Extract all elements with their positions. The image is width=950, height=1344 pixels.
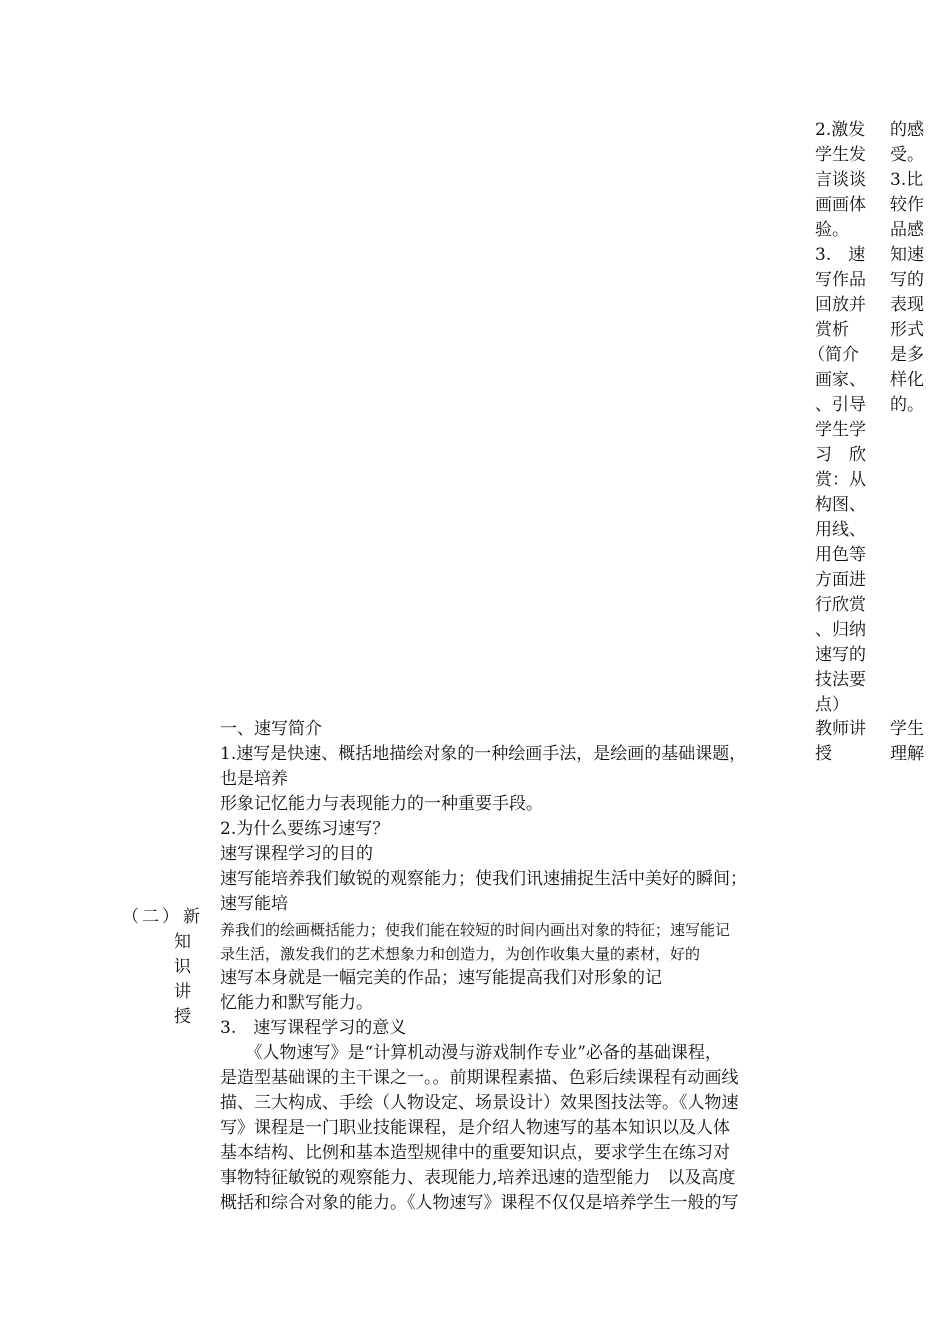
teacher-line: 2.激发	[815, 120, 866, 140]
teacher-line: 赏析	[815, 320, 849, 340]
teacher-line: 方面进	[815, 570, 866, 590]
paragraph-line: 描、三大构成、手绘（人物设定、场景设计）效果图技法等。《人物速	[220, 1093, 739, 1113]
paragraph-line: 《人物速写》是“计算机动漫与游戏制作专业”必备的基础课程，	[220, 1043, 722, 1063]
student-method-line: 理解	[890, 744, 924, 764]
student-line: 受。	[890, 145, 924, 165]
student-line: 较作	[890, 195, 924, 215]
text-line: 忆能力和默写能力。	[220, 993, 373, 1013]
teacher-method-line: 教师讲	[815, 719, 866, 739]
text-line-small: 养我们的绘画概括能力；使我们能在较短的时间内画出对象的特征；速写能记	[220, 921, 731, 939]
student-line: 知速	[890, 245, 924, 265]
student-line: 表现	[890, 295, 924, 315]
teacher-line: 验。	[815, 220, 849, 240]
teacher-line: 画画体	[815, 195, 866, 215]
text-line: 形象记忆能力与表现能力的一种重要手段。	[220, 794, 543, 814]
teacher-line: 用线、	[815, 520, 866, 540]
teacher-line: 点）	[815, 695, 849, 715]
section-char: 新	[183, 907, 200, 927]
teacher-line: （简介	[808, 345, 859, 365]
text-line: 2.为什么要练习速写？	[220, 819, 390, 839]
heading: 一、速写简介	[220, 719, 322, 739]
student-line: 的感	[890, 120, 924, 140]
subheading: 3. 速写课程学习的意义	[220, 1018, 407, 1038]
teacher-line: 学生发	[815, 145, 866, 165]
teacher-line: 赏：从	[815, 470, 866, 490]
teacher-line: 言谈谈	[815, 170, 866, 190]
teacher-line: 用色等	[815, 545, 866, 565]
paragraph-line: 写》课程是一门职业技能课程，是介绍人物速写的基本知识以及人体	[220, 1118, 730, 1138]
student-line: 样化	[890, 370, 924, 390]
section-number: （二）	[122, 907, 182, 927]
text-line-small: 录生活，激发我们的艺术想象力和创造力，为创作收集大量的素材，好的	[220, 945, 701, 963]
student-line: 3.比	[890, 170, 924, 190]
teacher-line: 3. 速	[815, 245, 866, 265]
paragraph-line: 概括和综合对象的能力。《人物速写》课程不仅仅是培养学生一般的写	[220, 1193, 739, 1213]
teacher-line: 回放并	[815, 295, 866, 315]
student-method-line: 学生	[890, 719, 924, 739]
teacher-method-line: 授	[815, 744, 832, 764]
text-line: 速写能培养我们敏锐的观察能力；使我们讯速捕捉生活中美好的瞬间；	[220, 869, 747, 889]
teacher-line: 、引导	[815, 395, 866, 415]
section-char: 授	[174, 1007, 191, 1027]
teacher-line: 写作品	[815, 270, 866, 290]
teacher-line: 习 欣	[815, 445, 866, 465]
teacher-line: 行欣赏	[815, 595, 866, 615]
text-line: 速写能培	[220, 894, 288, 914]
student-line: 品感	[890, 220, 924, 240]
student-line: 是多	[890, 345, 924, 365]
teacher-line: 构图、	[815, 495, 866, 515]
text-line: 1.速写是快速、概括地描绘对象的一种绘画手法，是绘画的基础课题，	[220, 744, 747, 764]
student-line: 写的	[890, 270, 924, 290]
section-char: 识	[174, 957, 191, 977]
text-line: 也是培养	[220, 769, 288, 789]
teacher-line: 速写的	[815, 645, 866, 665]
teacher-line: 画家、	[815, 370, 866, 390]
student-line: 的。	[890, 395, 924, 415]
section-char: 讲	[174, 982, 191, 1002]
text-line: 速写课程学习的目的	[220, 844, 373, 864]
text-line: 速写本身就是一幅完美的作品；速写能提高我们对形象的记	[220, 968, 662, 988]
teacher-line: 、归纳	[815, 620, 866, 640]
paragraph-line: 基本结构、比例和基本造型规律中的重要知识点，要求学生在练习对	[220, 1143, 730, 1163]
paragraph-line: 是造型基础课的主干课之一。。前期课程素描、色彩后续课程有动画线	[220, 1068, 739, 1088]
section-char: 知	[174, 932, 191, 952]
teacher-line: 学生学	[815, 420, 866, 440]
teacher-line: 技法要	[815, 670, 866, 690]
paragraph-line: 事物特征敏锐的观察能力、表现能力,培养迅速的造型能力 以及高度	[220, 1168, 736, 1188]
student-line: 形式	[890, 320, 924, 340]
